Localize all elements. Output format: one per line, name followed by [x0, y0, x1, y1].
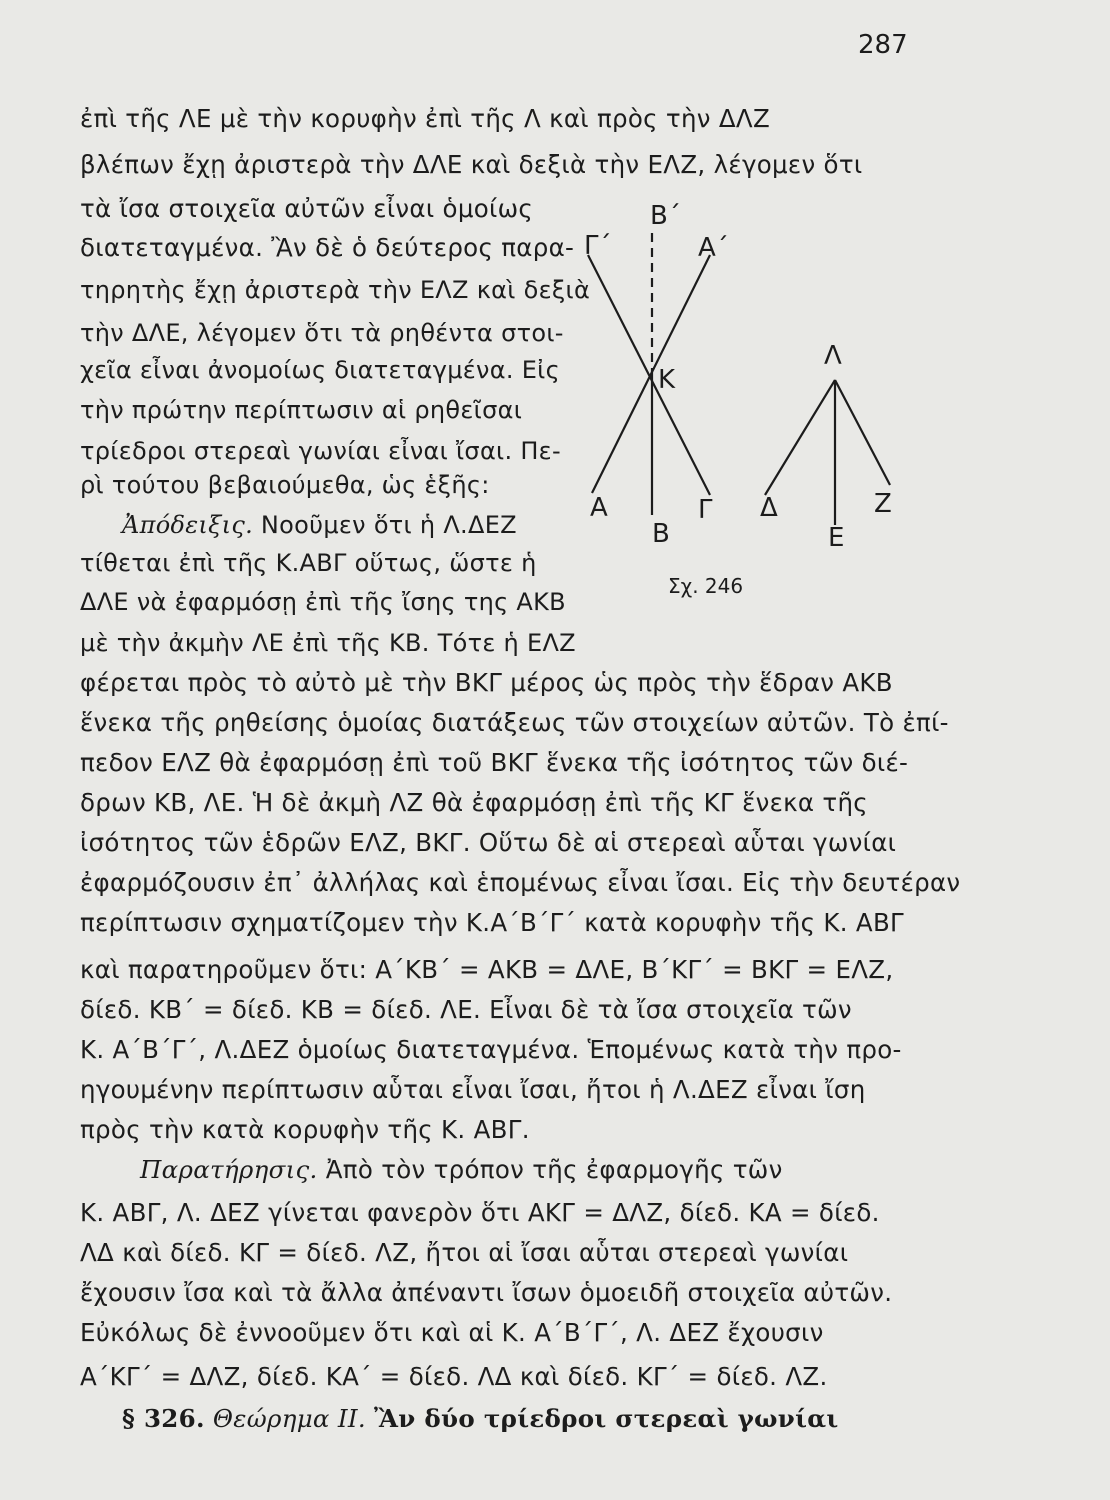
text-line-13: ΔΛΕ νὰ ἐφαρμόσῃ ἐπὶ τῆς ἴσης της ΑΚΒ	[80, 588, 566, 616]
text-line-25: ηγουμένην περίπτωσιν αὗται εἶναι ἴσαι, ἤτοι ἡ Λ.ΔΕΖ εἶναι ἴση	[80, 1075, 866, 1104]
figure-246	[580, 201, 920, 595]
text-line-10: ρὶ τούτου βεβαιούμεθα, ὡς ἑξῆς:	[80, 471, 490, 499]
text-line-31: Εὐκόλως δὲ ἐννοοῦμεν ὅτι καὶ αἱ Κ. Α΄Β΄Γ΄, Λ. ΔΕΖ ἔχουσιν	[80, 1318, 824, 1347]
label-B: Β	[652, 519, 670, 549]
text-line-16: ἕνεκα τῆς ρηθείσης ὁμοίας διατάξεως τῶν στοιχείων αὐτῶν. Τὸ ἐπί-	[80, 708, 949, 737]
text-line-19: ἰσότητος τῶν ἑδρῶν ΕΛΖ, ΒΚΓ. Οὕτω δὲ αἱ στερεαὶ αὗται γωνίαι	[80, 828, 897, 857]
text-line-9: τρίεδροι στερεαὶ γωνίαι εἶναι ἴσαι. Πε-	[80, 437, 561, 465]
text-line-3: τὰ ἴσα στοιχεῖα αὐτῶν εἶναι ὁμοίως	[80, 194, 534, 223]
remark-line	[140, 1155, 783, 1185]
text-line-12: τίθεται ἐπὶ τῆς Κ.ΑΒΓ οὕτως, ὥστε ἡ	[80, 549, 537, 577]
text-line-22: καὶ παρατηροῦμεν ὅτι: Α΄ΚΒ΄ = ΑΚΒ = ΔΛΕ, Β΄ΚΓ΄ = ΒΚΓ = ΕΛΖ,	[80, 955, 894, 984]
theorem-section: § 326.	[122, 1404, 205, 1433]
label-L: Λ	[824, 341, 842, 371]
text-line-18: δρων ΚΒ, ΛΕ. Ἡ δὲ ἀκμὴ ΛΖ θὰ ἐφαρμόσῃ ἐπὶ τῆς ΚΓ ἕνεκα τῆς	[80, 788, 868, 817]
text-line-15: φέρεται πρὸς τὸ αὐτὸ μὲ τὴν ΒΚΓ μέρος ὡς πρὸς τὴν ἕδραν ΑΚΒ	[80, 668, 893, 697]
text-line-20: ἐφαρμόζουσιν ἐπ᾽ ἀλλήλας καὶ ἑπομένως εἶναι ἴσαι. Εἰς τὴν δευτέραν	[80, 868, 961, 897]
text-line-4: διατεταγμένα. Ἂν δὲ ὁ δεύτερος παρα-	[80, 233, 575, 262]
text-line-32: Α΄ΚΓ΄ = ΔΛΖ, δίεδ. ΚΑ΄ = δίεδ. ΛΔ καὶ δίεδ. ΚΓ΄ = δίεδ. ΛΖ.	[80, 1362, 828, 1391]
text-line-30: ἔχουσιν ἴσα καὶ τὰ ἄλλα ἀπέναντι ἴσων ὁμοειδῆ στοιχεῖα αὐτῶν.	[80, 1278, 893, 1307]
label-G: Γ	[698, 495, 713, 525]
remark-text: Ἀπὸ τὸν τρόπον τῆς ἐφαρμογῆς τῶν	[317, 1155, 783, 1184]
text-line-2: βλέπων ἔχῃ ἀριστερὰ τὴν ΔΛΕ καὶ δεξιὰ τὴν ΕΛΖ, λέγομεν ὅτι	[80, 150, 863, 179]
text-line-8: τὴν πρώτην περίπτωσιν αἱ ρηθεῖσαι	[80, 396, 523, 424]
proof-text: Νοοῦμεν ὅτι ἡ Λ.ΔΕΖ	[253, 511, 517, 539]
label-G-prime: Γ΄	[584, 231, 612, 261]
page-number: 287	[858, 30, 908, 60]
text-line-1: ἐπὶ τῆς ΛΕ μὲ τὴν κορυφὴν ἐπὶ τῆς Λ καὶ πρὸς τὴν ΔΛΖ	[80, 104, 771, 133]
label-Z: Ζ	[874, 489, 892, 519]
label-A: Α	[590, 493, 608, 523]
line-LZ	[835, 380, 890, 485]
proof-line	[122, 510, 517, 540]
text-line-14: μὲ τὴν ἀκμὴν ΛΕ ἐπὶ τῆς ΚΒ. Τότε ἡ ΕΛΖ	[80, 629, 576, 657]
label-B-prime: Β΄	[650, 201, 681, 231]
text-line-26: πρὸς τὴν κατὰ κορυφὴν τῆς Κ. ΑΒΓ.	[80, 1115, 530, 1144]
text-line-17: πεδον ΕΛΖ θὰ ἐφαρμόσῃ ἐπὶ τοῦ ΒΚΓ ἕνεκα τῆς ἰσότητος τῶν διέ-	[80, 748, 909, 777]
proof-label: Ἀπόδειξις.	[122, 511, 253, 539]
text-line-29: ΛΔ καὶ δίεδ. ΚΓ = δίεδ. ΛΖ, ἤτοι αἱ ἴσαι αὗται στερεαὶ γωνίαι	[80, 1238, 849, 1267]
line-LD	[765, 380, 835, 495]
text-line-24: Κ. Α΄Β΄Γ΄, Λ.ΔΕΖ ὁμοίως διατεταγμένα. Ἑπομένως κατὰ τὴν προ-	[80, 1035, 902, 1064]
theorem-text: Ἂν δύο τρίεδροι στερεαὶ γωνίαι	[374, 1404, 839, 1433]
label-D: Δ	[760, 493, 778, 523]
theorem-line	[122, 1404, 839, 1434]
text-line-23: δίεδ. ΚΒ΄ = δίεδ. ΚΒ = δίεδ. ΛΕ. Εἶναι δὲ τὰ ἴσα στοιχεῖα τῶν	[80, 995, 852, 1024]
label-A-prime: Α΄	[698, 233, 729, 263]
figure-drawing	[580, 225, 920, 595]
text-line-28: Κ. ΑΒΓ, Λ. ΔΕΖ γίνεται φανερὸν ὅτι ΑΚΓ = ΔΛΖ, δίεδ. ΚΑ = δίεδ.	[80, 1198, 880, 1227]
text-line-5: τηρητὴς ἔχῃ ἀριστερὰ τὴν ΕΛΖ καὶ δεξιὰ	[80, 276, 591, 304]
label-E: Ε	[828, 523, 845, 553]
remark-label: Παρατήρησις.	[140, 1155, 318, 1184]
label-K: Κ	[658, 365, 676, 395]
theorem-title: Θεώρημα II.	[212, 1404, 366, 1433]
text-line-21: περίπτωσιν σχηματίζομεν τὴν Κ.Α΄Β΄Γ΄ κατὰ κορυφὴν τῆς Κ. ΑΒΓ	[80, 908, 905, 937]
text-line-7: χεῖα εἶναι ἀνομοίως διατεταγμένα. Εἰς	[80, 356, 560, 384]
text-line-6: τὴν ΔΛΕ, λέγομεν ὅτι τὰ ρηθέντα στοι-	[80, 319, 564, 347]
figure-caption: Σχ. 246	[668, 574, 744, 598]
